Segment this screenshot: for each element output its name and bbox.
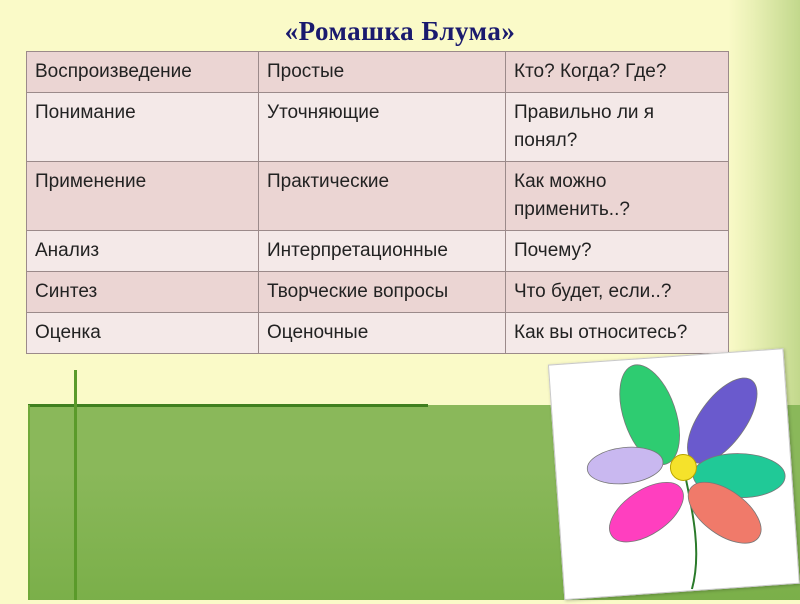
table-row <box>27 231 729 272</box>
table-cell-question-type: Творческие вопросы <box>259 272 506 313</box>
table-cell-example: Кто? Когда? Где? <box>506 52 729 93</box>
table-cell-example: Правильно ли я понял? <box>506 93 729 162</box>
table-cell-question-type: Оценочные <box>259 313 506 354</box>
decor-line-horizontal <box>28 404 428 407</box>
table-row <box>27 313 729 354</box>
decor-line-vertical-2 <box>28 405 30 600</box>
table-row <box>27 162 729 231</box>
table-cell-level: Оценка <box>27 313 259 354</box>
bloom-flower-image <box>548 348 800 604</box>
table-cell-question-type: Интерпретационные <box>259 231 506 272</box>
slide-title: «Ромашка Блума» <box>284 16 516 46</box>
table-cell-question-type: Практические <box>259 162 506 231</box>
table-cell-question-type: Простые <box>259 52 506 93</box>
table-cell-level: Синтез <box>27 272 259 313</box>
table-row <box>27 52 729 93</box>
decor-line-vertical <box>74 370 77 600</box>
table-cell-example: Почему? <box>506 231 729 272</box>
table-cell-level: Анализ <box>27 231 259 272</box>
background-gradient-right <box>728 0 800 405</box>
table-cell-example: Как можно применить..? <box>506 162 729 231</box>
table-row <box>27 272 729 313</box>
table-cell-example: Что будет, если..? <box>506 272 729 313</box>
table-cell-level: Понимание <box>27 93 259 162</box>
flower-drawing <box>548 348 798 598</box>
bloom-table <box>26 51 729 354</box>
table-cell-example: Как вы относитесь? <box>506 313 729 354</box>
table-row <box>27 93 729 162</box>
table-cell-level: Воспроизведение <box>27 52 259 93</box>
table-cell-question-type: Уточняющие <box>259 93 506 162</box>
table-cell-level: Применение <box>27 162 259 231</box>
